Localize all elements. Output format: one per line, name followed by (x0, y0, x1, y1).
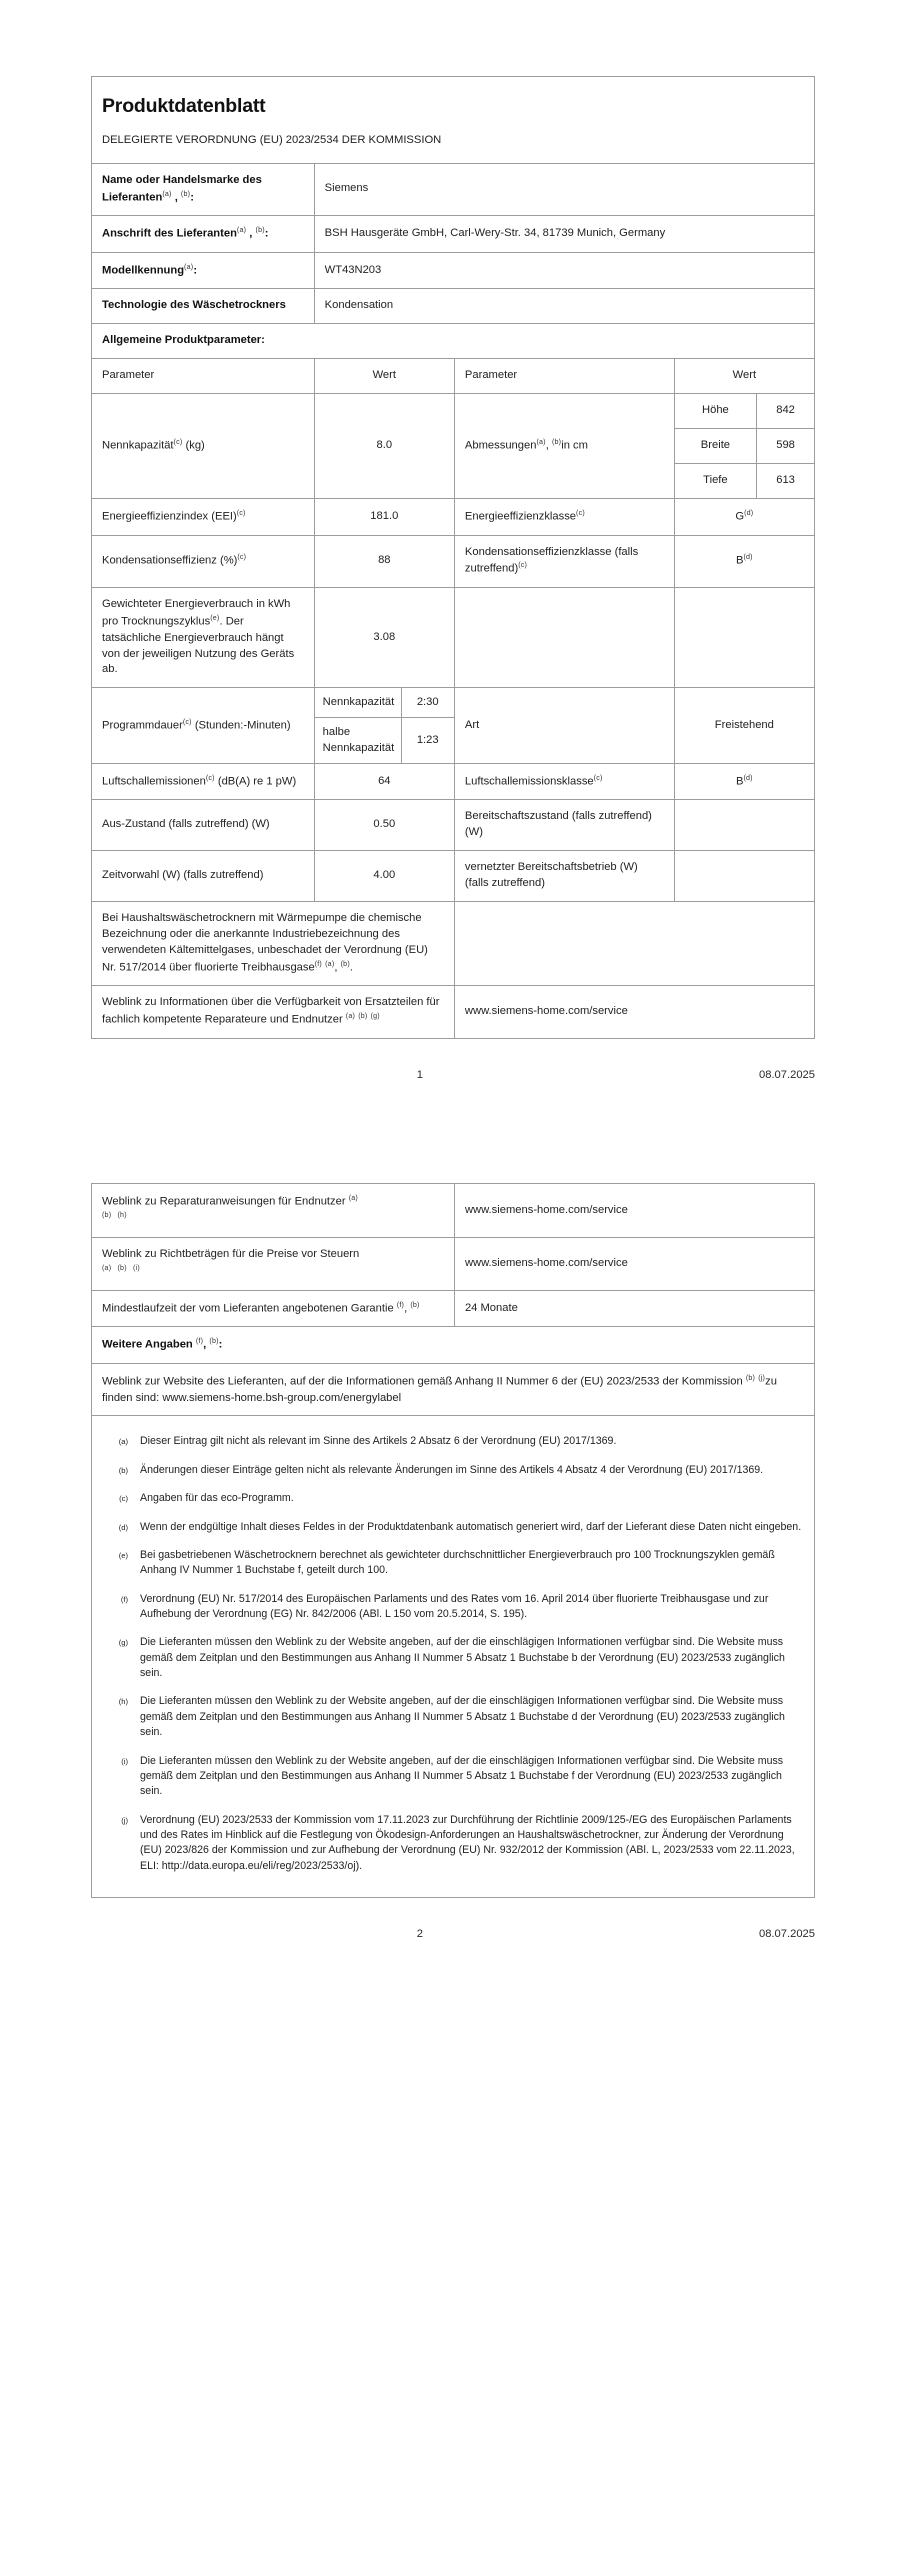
repair-instructions-label: Weblink zu Reparaturanweisungen für Endnutzer $^{(a)}$ $^{(b)}$ $^{(h)}$ (92, 1183, 455, 1237)
table-row-additional-info-heading (92, 1327, 815, 1364)
footnote-ref: (c) (182, 717, 192, 726)
supplier-address-label: Anschrift des Lieferanten$^{(a)}$ , $^{(b)}$: (92, 216, 315, 253)
footnote-ref: (d) (743, 553, 753, 562)
footnote-ref: (c) (173, 438, 183, 447)
networked-standby-value (674, 851, 814, 902)
table-row-spare-parts-link (92, 986, 815, 1039)
list-item (98, 1592, 802, 1623)
energy-class-label: Energieeffizienzklasse$^{(c)}$ (454, 498, 674, 535)
footnote-marker: (g) (118, 1638, 128, 1648)
footnote-ref: (b) (340, 959, 350, 968)
footnote-ref: (d) (743, 773, 753, 782)
programme-duration-full-value: 2:30 (401, 688, 454, 718)
dimension-value-height: 842 (757, 394, 815, 429)
document-page-1 (0, 0, 906, 1087)
table-row-airborne-noise (92, 763, 815, 800)
col-header-parameter-right: Parameter (454, 359, 674, 394)
energy-consumption-value: 3.08 (314, 588, 454, 688)
footnote-text: Dieser Eintrag gilt nicht als relevant im Sinne des Artikels 2 Absatz 6 der Verordnung (EU) 2017/1369. (140, 1435, 617, 1448)
footnote-ref: (c) (236, 508, 246, 517)
page-2-content (91, 1183, 815, 1898)
footnote-ref: (b) (551, 438, 562, 447)
table-row-condensation-efficiency (92, 535, 815, 588)
delay-start-label: Zeitvorwahl (W) (falls zutreffend) (92, 851, 315, 902)
table-row-model (92, 252, 815, 289)
table-row-off-mode (92, 800, 815, 851)
footnote-marker: (d) (118, 1522, 128, 1532)
eei-label: Energieeffizienzindex (EEI)$^{(c)}$ (92, 498, 315, 535)
footnote-ref: (g) (370, 1012, 380, 1021)
warranty-label: Mindestlaufzeit der vom Lieferanten angebotenen Garantie $^{(f)}$, $^{(b)}$ (92, 1290, 455, 1327)
footnote-ref: (d) (744, 508, 754, 517)
airborne-noise-label: Luftschallemissionen$^{(c)}$ (dB(A) re 1 pW) (92, 763, 315, 800)
regulation-subtitle: DELEGIERTE VERORDNUNG (EU) 2023/2534 DER KOMMISSION (92, 131, 815, 163)
page-break-gap (0, 1087, 906, 1183)
spare-parts-label: Weblink zu Informationen über die Verfügbarkeit von Ersatzteilen für fachlich kompetente Reparateure und Endnutzer $^{(a)}$ $^{(b)}$ $^{(g)}$ (92, 986, 455, 1039)
table-header-row (92, 359, 815, 394)
footnote-text: Die Lieferanten müssen den Weblink zu der Website angeben, auf der die einschlägigen Informationen verfügbar sind. Die Website muss gemäß dem Zeitplan und den Bestimmungen aus Anhang II Nummer 5 Absatz 1 Buchstabe f der Verordnung (EU) 2023/2533 zugänglich sein. (140, 1754, 784, 1798)
table-row-refrigerant (92, 901, 815, 985)
footnote-ref: (f) (396, 1300, 405, 1309)
programme-duration-label: Programmdauer$^{(c)}$ (Stunden:-Minuten) (92, 688, 315, 763)
airborne-noise-class-label: Luftschallemissionsklasse$^{(c)}$ (454, 763, 674, 800)
footnote-text: Änderungen dieser Einträge gelten nicht als relevante Änderungen im Sinne des Artikels 4 Absatz 4 der Verordnung (EU) 2017/1369. (140, 1463, 764, 1476)
footnote-list (98, 1430, 802, 1874)
price-guidance-value[interactable]: www.siemens-home.com/service (454, 1238, 814, 1291)
programme-duration-full-label: Nennkapazität (315, 688, 401, 718)
title-row (92, 77, 815, 131)
footnote-ref: (a) (325, 959, 335, 968)
footer-date: 08.07.2025 (759, 1068, 815, 1081)
footnotes-wrapper (92, 1416, 814, 1897)
footnote-marker: (a) (118, 1437, 128, 1447)
energy-consumption-label: Gewichteter Energieverbrauch in kWh pro Trocknungszyklus$^{(e)}$. Der tatsächliche Energieverbrauch hängt von der jeweiligen Nutzung des Geräts ab. (92, 588, 315, 688)
table-row-supplier-website (92, 1363, 815, 1416)
list-item (98, 1635, 802, 1681)
energy-consumption-spacer-value (674, 588, 814, 688)
footnote-ref: (f) (195, 1337, 204, 1346)
programme-duration-inner-table (315, 688, 454, 762)
footnote-ref: (c) (576, 508, 585, 517)
rated-capacity-value: 8.0 (314, 394, 454, 499)
page-1-footer (91, 1039, 815, 1087)
dimension-value-depth: 613 (757, 463, 815, 498)
footnote-ref: (b) (358, 1012, 368, 1021)
footnote-marker: (i) (121, 1756, 128, 1766)
footnote-ref: (j) (758, 1373, 766, 1382)
supplier-website-text-2[interactable]: zu finden sind: www.siemens-home.bsh-group.com/energylabel (102, 1375, 777, 1404)
airborne-noise-value: 64 (314, 763, 454, 800)
list-item (98, 1694, 802, 1740)
supplier-name-label: Name oder Handelsmarke des Lieferanten$^{(a)}$ , $^{(b)}$: (92, 163, 315, 216)
footnote-ref: (a) (345, 1012, 356, 1021)
footnote-ref: (f) (314, 959, 322, 968)
table-row-supplier-name (92, 163, 815, 216)
table-row-supplier-address (92, 216, 815, 253)
footnote-marker: (h) (118, 1697, 128, 1707)
table-row-footnotes (92, 1416, 815, 1898)
dimension-name-depth: Tiefe (674, 463, 756, 498)
installation-type-value: Freistehend (674, 688, 814, 763)
table-row-rated-capacity (92, 394, 815, 429)
footnote-text: Die Lieferanten müssen den Weblink zu der Website angeben, auf der die einschlägigen Informationen verfügbar sind. Die Website muss gemäß dem Zeitplan und den Bestimmungen aus Anhang II Nummer 5 Absatz 1 Buchstabe b der Verordnung (EU) 2023/2533 zugänglich sein. (140, 1636, 785, 1680)
footnote-ref: (b) (180, 189, 191, 198)
standby-label: Bereitschaftszustand (falls zutreffend) (W) (454, 800, 674, 851)
condensation-class-label: Kondensationseffizienzklasse (falls zutreffend)$^{(c)}$ (454, 535, 674, 588)
programme-duration-half (315, 718, 454, 763)
supplier-website-text-1: Weblink zur Website des Lieferanten, auf der die Informationen gemäß Anhang II Nummer 6 der (EU) 2023/2533 der Kommission (102, 1375, 743, 1388)
condensation-efficiency-label: Kondensationseffizienz (%)$^{(c)}$ (92, 535, 315, 588)
table-row-delay-start (92, 851, 815, 902)
condensation-class-value: B$^{(d)}$ (674, 535, 814, 588)
general-parameters-heading: Allgemeine Produktparameter: (92, 324, 815, 359)
installation-type-label: Art (454, 688, 674, 763)
list-item (98, 1754, 802, 1800)
footnote-text: Verordnung (EU) Nr. 517/2014 des Europäischen Parlaments und des Rates vom 16. April 2014 über fluorierte Treibhausgase und zur Aufhebung der Verordnung (EG) Nr. 842/2006 (ABl. L 150 vom 20.5.2014, S. 195). (140, 1592, 769, 1620)
col-header-parameter-left: Parameter (92, 359, 315, 394)
price-guidance-label: Weblink zu Richtbeträgen für die Preise vor Steuern $^{(a)}$ $^{(b)}$ $^{(i)}$ (92, 1238, 455, 1291)
programme-duration-value-group (314, 688, 454, 763)
page-2-footer (91, 1898, 815, 1946)
energy-class-value: G$^{(d)}$ (674, 498, 814, 535)
footnote-ref: (a) (348, 1193, 358, 1202)
footnote-marker: (b) (118, 1465, 128, 1475)
footnote-ref: (b) (209, 1337, 219, 1346)
footnote-marker: (e) (118, 1550, 128, 1560)
footnote-ref: (i) (133, 1264, 140, 1272)
footnote-ref: (b) (255, 226, 265, 235)
footnotes-cell (92, 1416, 815, 1898)
airborne-noise-class-value: B$^{(d)}$ (674, 763, 814, 800)
subtitle-row (92, 131, 815, 163)
off-mode-label: Aus-Zustand (falls zutreffend) (W) (92, 800, 315, 851)
delay-start-value: 4.00 (314, 851, 454, 902)
footnote-ref: (h) (117, 1211, 127, 1220)
footnote-ref: (a) (162, 189, 172, 198)
footnote-marker: (j) (121, 1815, 128, 1825)
footnote-ref: (b) (410, 1300, 420, 1309)
standby-value (674, 800, 814, 851)
dimensions-label: Abmessungen$^{(a)}$, $^{(b)}$in cm (454, 394, 674, 499)
table-row-repair-instructions (92, 1183, 815, 1237)
programme-duration-full (315, 688, 454, 718)
technology-label: Technologie des Wäschetrockners (92, 289, 315, 324)
footnote-text: Die Lieferanten müssen den Weblink zu der Website angeben, auf der die einschlägigen Informationen verfügbar sind. Die Website muss gemäß dem Zeitplan und den Bestimmungen aus Anhang II Nummer 5 Absatz 1 Buchstabe d der Verordnung (EU) 2023/2533 zugänglich sein. (140, 1695, 785, 1739)
footnote-ref: (c) (237, 553, 247, 562)
table-row-price-guidance (92, 1238, 815, 1291)
supplier-website-cell (92, 1363, 815, 1416)
page-title: Produktdatenblatt (102, 95, 266, 117)
list-item (98, 1520, 802, 1535)
list-item (98, 1463, 802, 1478)
footnote-ref: (c) (205, 773, 215, 782)
dimension-name-height: Höhe (674, 394, 756, 429)
supplier-address-value: BSH Hausgeräte GmbH, Carl-Wery-Str. 34, 81739 Munich, Germany (314, 216, 814, 253)
document-page-2 (0, 1183, 906, 1946)
programme-duration-half-label: halbe Nennkapazität (315, 718, 401, 763)
product-fiche-table (91, 76, 815, 1039)
refrigerant-value (454, 901, 814, 985)
eei-value: 181.0 (314, 498, 454, 535)
off-mode-value: 0.50 (314, 800, 454, 851)
list-item (98, 1434, 802, 1449)
footnote-text: Angaben für das eco-Programm. (140, 1492, 294, 1505)
list-item (98, 1491, 802, 1506)
table-row-energy-consumption (92, 588, 815, 688)
footnote-ref: (e) (210, 613, 220, 622)
footnote-ref: (c) (593, 773, 603, 782)
footnote-ref: (a) (536, 438, 546, 447)
footnote-ref: (b) (745, 1373, 756, 1382)
supplier-name-value: Siemens (314, 163, 814, 216)
product-fiche-table-continued (91, 1183, 815, 1898)
title-cell (92, 77, 815, 131)
footnote-ref: (a) (184, 262, 194, 271)
networked-standby-label: vernetzter Bereitschaftsbetrieb (W) (falls zutreffend) (454, 851, 674, 902)
footnote-ref: (c) (518, 561, 528, 570)
programme-duration-half-value: 1:23 (401, 718, 454, 763)
list-item (98, 1813, 802, 1874)
dimension-value-width: 598 (757, 429, 815, 464)
warranty-value: 24 Monate (454, 1290, 814, 1327)
footnote-ref: (b) (117, 1264, 127, 1272)
footnote-ref: (a) (102, 1264, 112, 1272)
additional-info-heading: Weitere Angaben $^{(f)}$, $^{(b)}$: (92, 1327, 815, 1364)
table-row-section-heading (92, 324, 815, 359)
footnote-marker: (f) (120, 1594, 128, 1604)
page-number: 1 (416, 1068, 424, 1081)
condensation-efficiency-value: 88 (314, 535, 454, 588)
footnote-marker: (c) (119, 1494, 128, 1504)
technology-value: Kondensation (314, 289, 814, 324)
footnote-text: Wenn der endgültige Inhalt dieses Feldes in der Produktdatenbank automatisch generiert wird, darf der Lieferant diese Daten nicht eingeben. (140, 1520, 802, 1533)
page-number: 2 (416, 1928, 424, 1941)
footnote-ref: (a) (236, 226, 247, 235)
table-row-programme-duration (92, 688, 815, 763)
table-row-warranty (92, 1290, 815, 1327)
energy-consumption-spacer-label (454, 588, 674, 688)
list-item (98, 1548, 802, 1579)
col-header-value-left: Wert (314, 359, 454, 394)
model-label: Modellkennung$^{(a)}$: (92, 252, 315, 289)
page-1-content (91, 0, 815, 1039)
dimension-name-width: Breite (674, 429, 756, 464)
model-value: WT43N203 (314, 252, 814, 289)
table-row-technology (92, 289, 815, 324)
spare-parts-value[interactable]: www.siemens-home.com/service (454, 986, 814, 1039)
col-header-value-right: Wert (674, 359, 814, 394)
repair-instructions-value[interactable]: www.siemens-home.com/service (454, 1183, 814, 1237)
footnote-ref: (b) (102, 1211, 112, 1220)
rated-capacity-label: Nennkapazität$^{(c)}$ (kg) (92, 394, 315, 499)
footer-date: 08.07.2025 (759, 1928, 815, 1941)
refrigerant-label: Bei Haushaltswäschetrocknern mit Wärmepumpe die chemische Bezeichnung oder die anerkannte Industriebezeichnung des verwendeten Kältemittelgases, unbeschadet der Verordnung (EU) Nr. 517/2014 über fluorierte Treibhausgase$^{(f)}$ $^{(a)}$, $^{(b)}$. (92, 901, 455, 985)
table-row-eei (92, 498, 815, 535)
footnote-text: Verordnung (EU) 2023/2533 der Kommission vom 17.11.2023 zur Durchführung der Richtlinie 2009/125-/EG des Europäischen Parlaments und des Rates im Hinblick auf die Festlegung von Ökodesign-Anforderungen an Haushaltswäschetrockner, zur Änderung der Verordnung (EU) 2023/826 der Kommission und zur Aufhebung der Verordnung (EU) Nr. 932/2012 der Kommission (ABl. L, 2023/2533 vom 22.11.2023, ELI: http://data.europa.eu/eli/reg/2023/2533/oj). (140, 1813, 795, 1872)
footnote-text: Bei gasbetriebenen Wäschetrocknern berechnet als gewichteter durchschnittlicher Energieverbrauch pro 100 Trocknungszyklen gemäß Anhang IV Nummer 1 Buchstabe f, geteilt durch 100. (140, 1548, 775, 1577)
